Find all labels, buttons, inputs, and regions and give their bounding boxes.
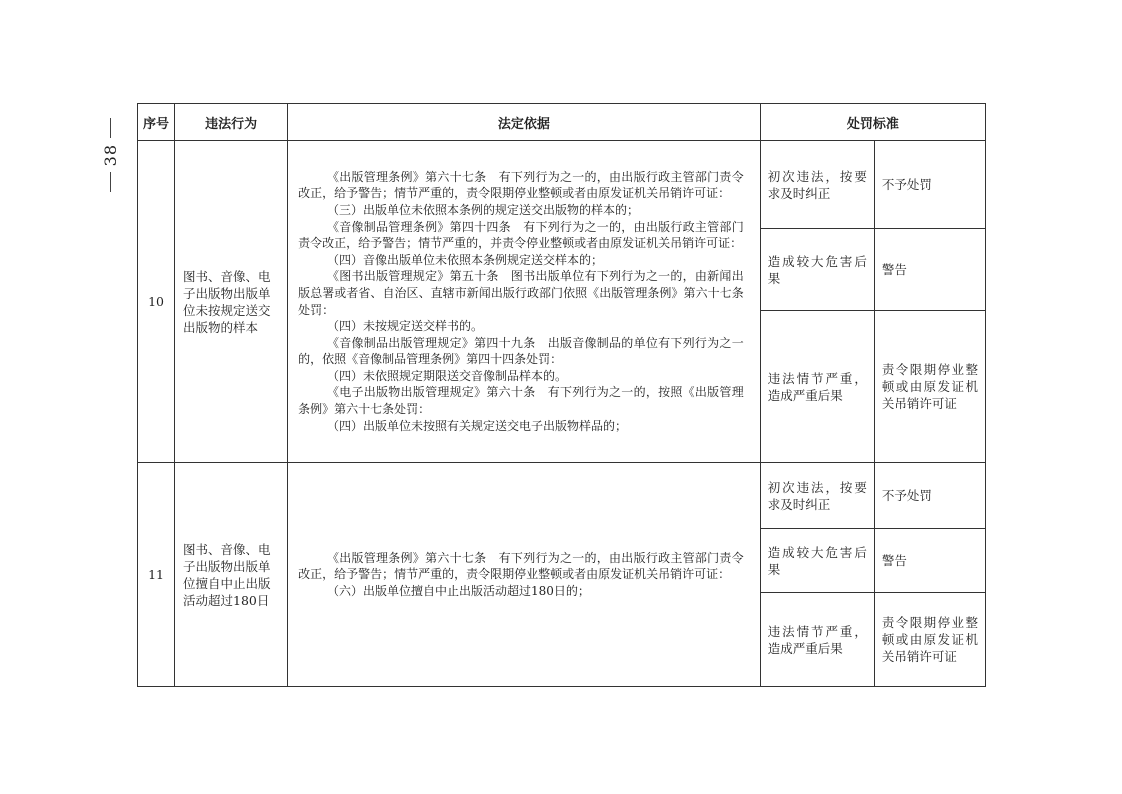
basis-line: （六）出版单位擅自中止出版活动超过180日的； (326, 583, 590, 598)
row-violation: 图书、音像、电子出版物出版单位擅自中止出版活动超过180日 (175, 463, 288, 687)
standard-penalty: 警告 (874, 229, 985, 311)
basis-line: 《图书出版管理规定》第五十条 图书出版单位有下列行为之一的，由新闻出版总署或者省、自治区、直辖市新闻出版行政部门依照《出版管理条例》第六十七条处罚： (298, 269, 744, 317)
basis-line: 《音像制品管理条例》第四十四条 有下列行为之一的，由出版行政主管部门责令改正，给予警告；情节严重的，并责令停业整顿或者由原发证机关吊销许可证： (298, 219, 744, 251)
table-row (138, 463, 986, 529)
basis-line: （四）出版单位未按照有关规定送交电子出版物样品的； (326, 418, 627, 433)
standard-penalty: 警告 (874, 529, 985, 593)
standard-condition: 造成较大危害后果 (760, 229, 874, 311)
header-basis: 法定依据 (288, 104, 761, 141)
basis-line: 《电子出版物出版管理规定》第六十条 有下列行为之一的，按照《出版管理条例》第六十七条处罚： (298, 385, 744, 417)
basis-line: （四）未依照规定期限送交音像制品样本的。 (326, 368, 567, 383)
page-number-dash-top (110, 118, 111, 138)
standard-penalty: 责令限期停业整顿或由原发证机关吊销许可证 (874, 593, 985, 687)
page-number (90, 118, 130, 208)
basis-line: 《出版管理条例》第六十七条 有下列行为之一的，由出版行政主管部门责令改正，给予警告；情节严重的，责令限期停业整顿或者由原发证机关吊销许可证： (298, 550, 744, 582)
standard-condition: 造成较大危害后果 (760, 529, 874, 593)
page-number-text: 38 (100, 144, 120, 167)
standard-condition: 初次违法，按要求及时纠正 (760, 463, 874, 529)
standard-penalty: 不予处罚 (874, 463, 985, 529)
basis-line: 《出版管理条例》第六十七条 有下列行为之一的，由出版行政主管部门责令改正，给予警告；情节严重的，责令限期停业整顿或者由原发证机关吊销许可证： (298, 169, 744, 201)
header-standard: 处罚标准 (760, 104, 985, 141)
basis-line: （三）出版单位未依照本条例的规定送交出版物的样本的； (326, 202, 639, 217)
standard-condition: 违法情节严重，造成严重后果 (760, 593, 874, 687)
row-violation: 图书、音像、电子出版物出版单位未按规定送交出版物的样本 (175, 141, 288, 463)
row-seq: 11 (138, 463, 175, 687)
standard-condition: 初次违法，按要求及时纠正 (760, 141, 874, 229)
header-seq: 序号 (138, 104, 175, 141)
header-violation: 违法行为 (175, 104, 288, 141)
basis-line: （四）未按规定送交样书的。 (326, 319, 483, 334)
row-seq: 10 (138, 141, 175, 463)
table-row (138, 141, 986, 229)
row-basis (288, 463, 761, 687)
basis-line: （四）音像出版单位未依照本条例规定送交样本的； (326, 252, 603, 267)
table-header-row (138, 104, 986, 141)
penalty-table (137, 103, 986, 687)
page-number-dash-bottom (110, 172, 111, 192)
standard-penalty: 责令限期停业整顿或由原发证机关吊销许可证 (874, 311, 985, 463)
standard-penalty: 不予处罚 (874, 141, 985, 229)
standard-condition: 违法情节严重，造成严重后果 (760, 311, 874, 463)
row-basis (288, 141, 761, 463)
basis-line: 《音像制品出版管理规定》第四十九条 出版音像制品的单位有下列行为之一的，依照《音像制品管理条例》第四十四条处罚： (298, 335, 744, 367)
